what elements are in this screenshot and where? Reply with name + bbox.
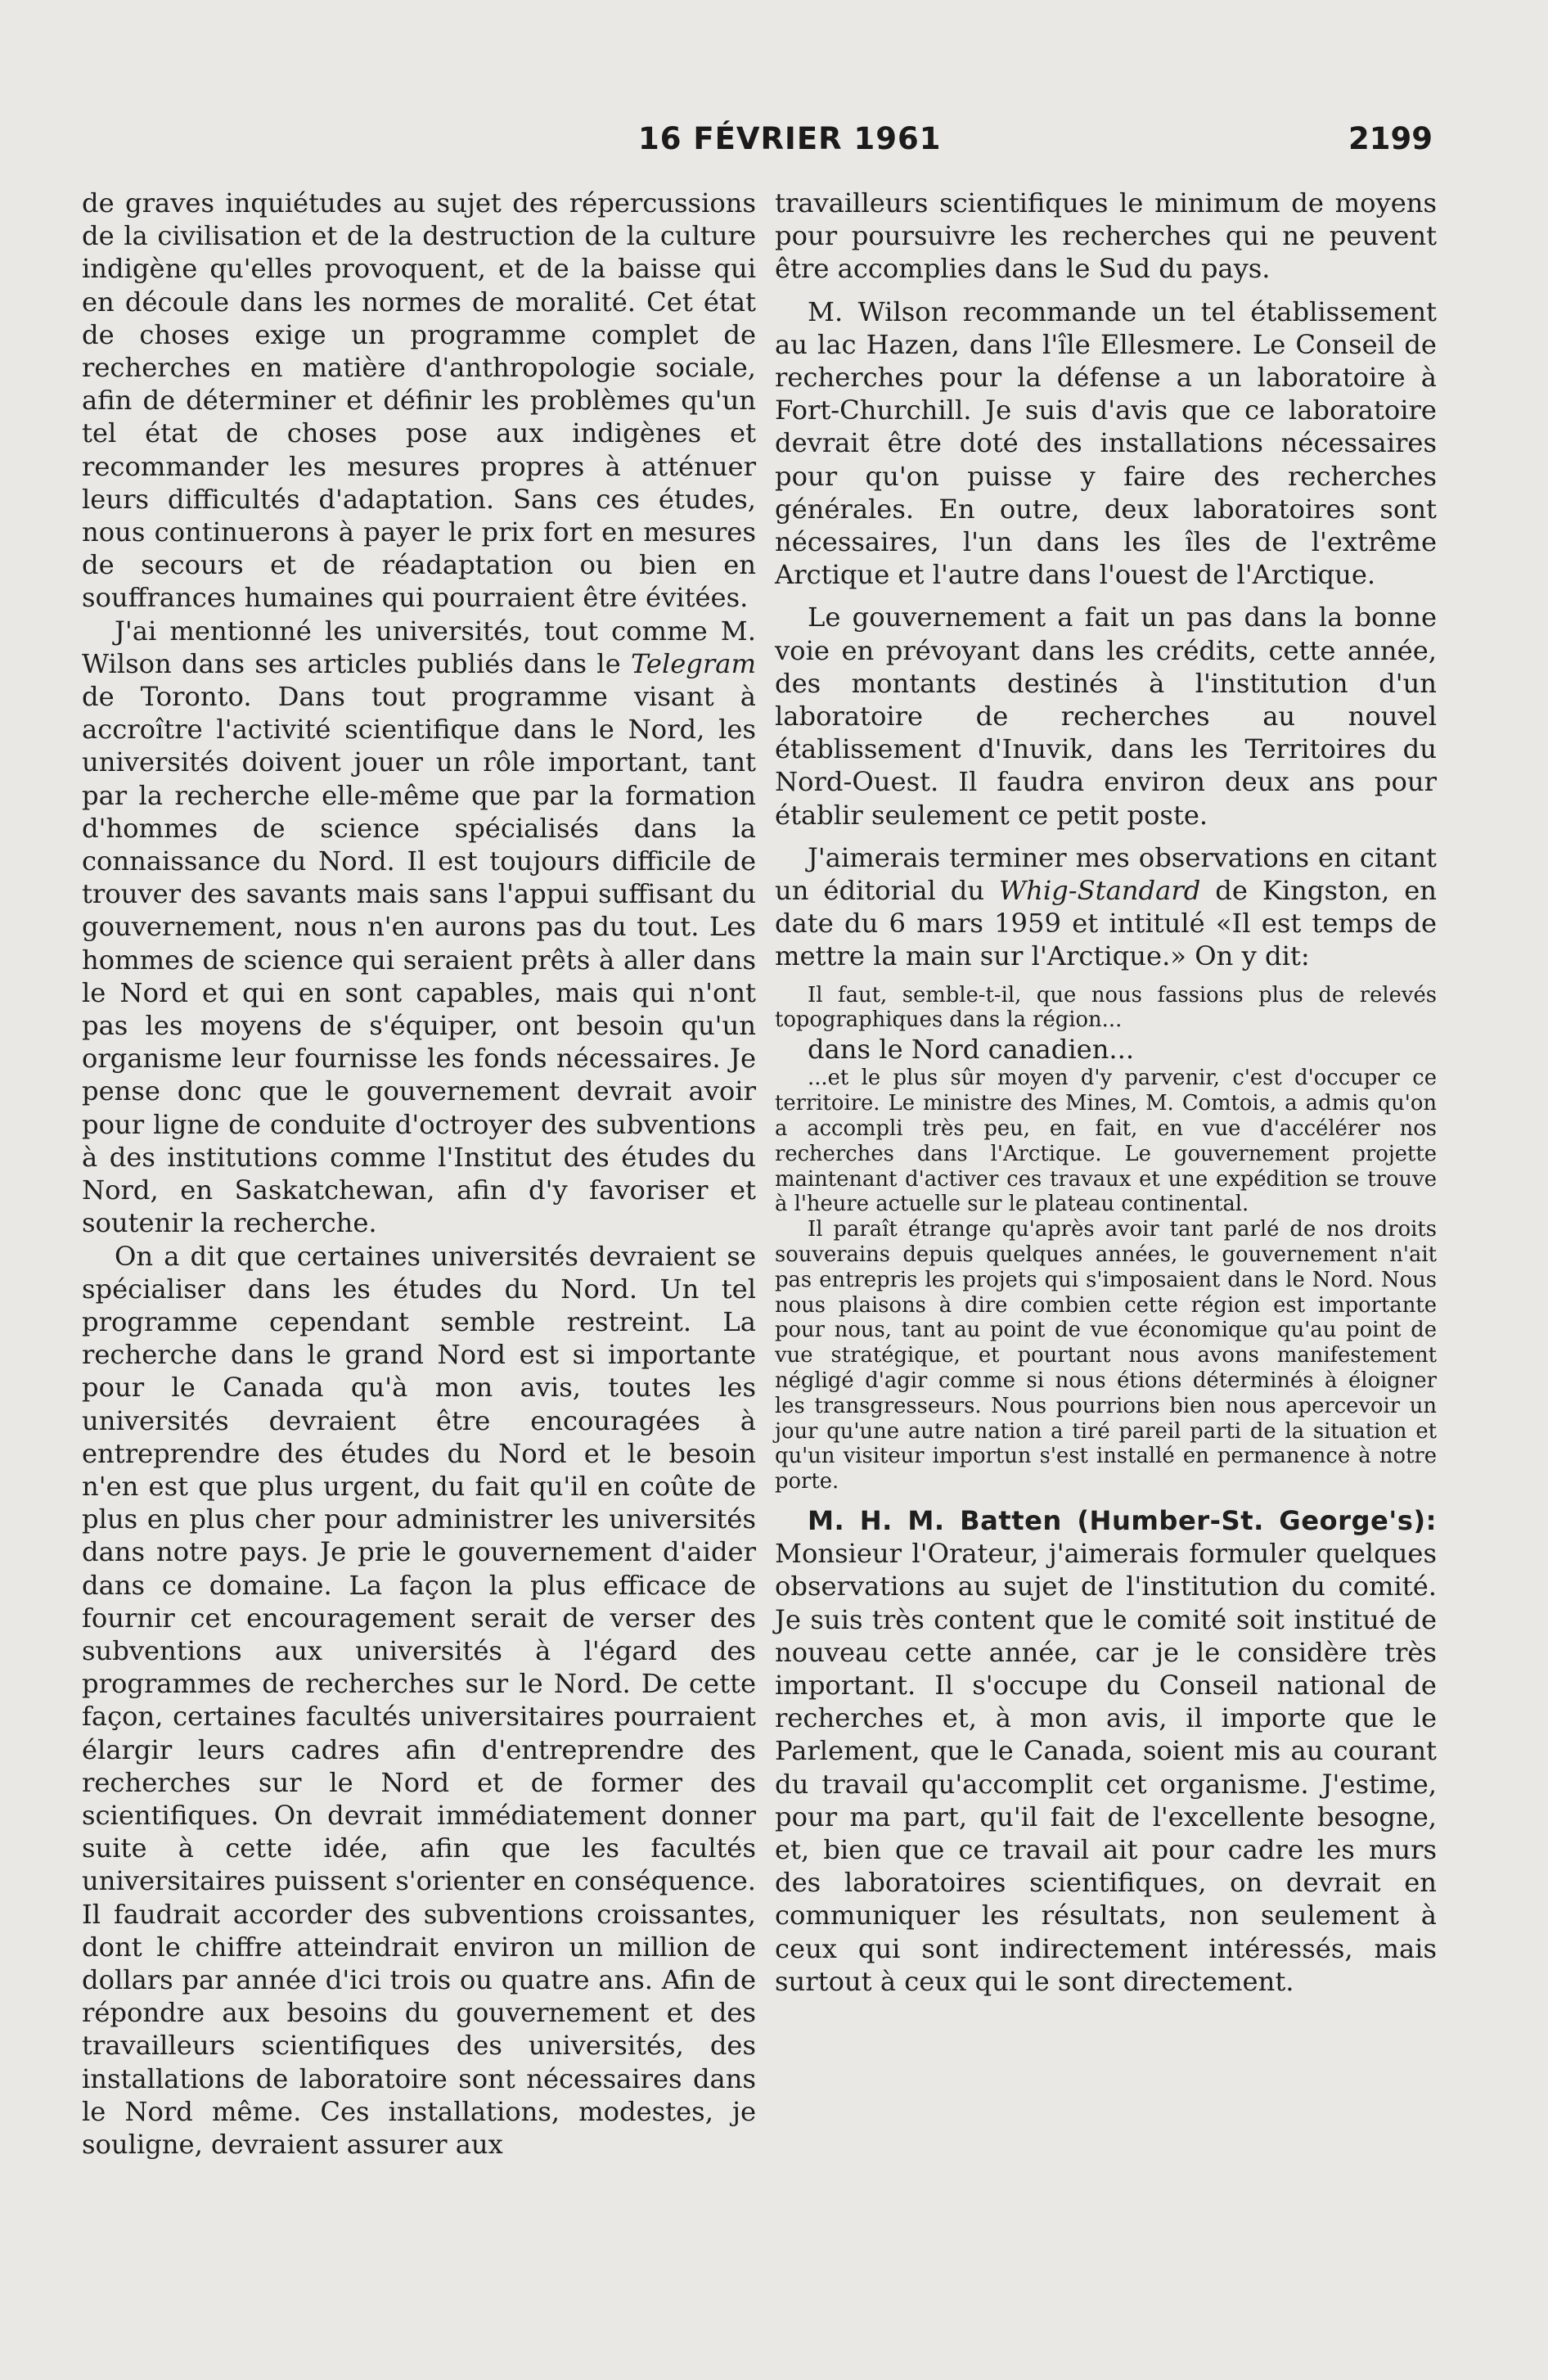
block-quote: Il faut, semble-t-il, que nous fassions plus de relevés topographiques dans la région... xyxy=(775,982,1437,1033)
paragraph xyxy=(82,615,756,1240)
paragraph xyxy=(775,841,1437,973)
block-quote: Il paraît étrange qu'après avoir tant parlé de nos droits souverains depuis quelques années, le gouvernement n'ait pas entrepris les projets qui s'imposaient dans le Nord. Nous nous plaisons à dire combien cette région est importante pour nous, tant au point de vue économique qu'au point de vue stratégique, et pourtant nous avons manifestement négligé d'agir comme si nous étions déterminés à éloigner les transgresseurs. Nous pourrions bien nous apercevoir un jour qu'une autre nation a tiré pareil parti de la situation et qu'un visiteur importun s'est installé en permanence à notre porte. xyxy=(775,1217,1437,1494)
paragraph xyxy=(775,1504,1437,1998)
interjection-line: dans le Nord canadien... xyxy=(808,1034,1135,1066)
newspaper-title: Telegram xyxy=(630,647,757,679)
paragraph: On a dit que certaines universités devraient se spécialiser dans les études du Nord. Un tel programme cependant semble restreint. La recherche dans le grand Nord est si importante pour le Canada qu'à mon avis, toutes les universités devraient être encouragées à entreprendre des études du Nord et le besoin n'en est que plus urgent, du fait qu'il en coûte de plus en plus cher pour administrer les universités dans notre pays. Je prie le gouvernement d'aider dans ce domaine. La façon la plus efficace de fournir cet encouragement serait de verser des subventions aux universités à l'égard des programmes de recherches sur le Nord. De cette façon, certaines facultés universitaires pourraient élargir leurs cadres afin d'entreprendre des recherches sur le Nord et de former des scientifiques. On devrait immédiatement donner suite à cette idée, afin que les facultés universitaires puissent s'orienter en conséquence. Il faudrait accorder des subventions croissantes, dont le chiffre atteindrait environ un million de dollars par année d'ici trois ou quatre ans. Afin de répondre aux besoins du gouvernement et des travailleurs scientifiques des universités, des installations de laboratoire sont nécessaires dans le Nord même. Ces installations, modestes, je souligne, devraient assurer aux xyxy=(82,1240,756,2160)
paragraph: travailleurs scientifiques le minimum de moyens pour poursuivre les recherches qui ne peuvent être accomplies dans le Sud du pays. xyxy=(775,187,1437,285)
paragraph-text: J'aimerais terminer mes observations en citant un éditorial du xyxy=(775,841,1437,907)
header-date: 16 FÉVRIER 1961 xyxy=(638,121,942,156)
paragraph: de graves inquiétudes au sujet des répercussions de la civilisation et de la destruction de la culture indigène qu'elles provoquent, et de la baisse qui en découle dans les normes de moralité. Cet état de choses exige un programme complet de recherches en matière d'anthropologie sociale, afin de déterminer et définir les problèmes qu'un tel état de choses pose aux indigènes et recommander les mesures propres à atténuer leurs difficultés d'adaptation. Sans ces études, nous continuerons à payer le prix fort en mesures de secours et de réadaptation ou bien en souffrances humaines qui pourraient être évitées. xyxy=(82,187,756,614)
right-column xyxy=(775,187,1437,1998)
paragraph-text: Monsieur l'Orateur, j'aimerais formuler quelques observations au sujet de l'institution du comité. Je suis très content que le comité soit institué de nouveau cette année, car je le considère très important. Il s'occupe du Conseil national de recherches et, à mon avis, il importe que le Parlement, que le Canada, soient mis au courant du travail qu'accomplit cet organisme. J'estime, pour ma part, qu'il fait de l'excellente besogne, et, bien que ce travail ait pour cadre les murs des laboratoires scientifiques, on devrait en communiquer les résultats, non seulement à ceux qui sont indirectement intéressés, mais surtout à ceux qui le sont directement. xyxy=(775,1538,1437,1997)
paragraph: M. Wilson recommande un tel établissement au lac Hazen, dans l'île Ellesmere. Le Conseil de recherches pour la défense a un laboratoire à Fort-Churchill. Je suis d'avis que ce laboratoire devrait être doté des installations nécessaires pour qu'on puisse y faire des recherches générales. En outre, deux laboratoires sont nécessaires, l'un dans les îles de l'extrême Arctique et l'autre dans l'ouest de l'Arctique. xyxy=(775,295,1437,591)
newspaper-title: Whig-Standard xyxy=(999,875,1201,907)
block-quote: ...et le plus sûr moyen d'y parvenir, c'est d'occuper ce territoire. Le ministre des Mines, M. Comtois, a admis qu'on a accompli très peu, en fait, en vue d'accélérer nos recherches dans l'Arctique. Le gouvernement projette maintenant d'activer ces travaux et une expédition se trouve à l'heure actuelle sur le plateau continental. xyxy=(775,1066,1437,1217)
left-column xyxy=(82,187,756,2161)
page-number: 2199 xyxy=(1348,121,1433,156)
paragraph: Le gouvernement a fait un pas dans la bonne voie en prévoyant dans les crédits, cette année, des montants destinés à l'institution d'un laboratoire de recherches au nouvel établissement d'Inuvik, dans les Territoires du Nord-Ouest. Il faudra environ deux ans pour établir seulement ce petit poste. xyxy=(775,602,1437,831)
paragraph-text: de Kingston, en date du 6 mars 1959 et intitulé «Il est temps de mettre la main sur l'Arctique.» On y dit: xyxy=(775,875,1438,972)
paragraph-text: J'ai mentionné les universités, tout comme M. Wilson dans ses articles publiés dans le xyxy=(82,615,756,679)
paragraph-text: de Toronto. Dans tout programme visant à accroître l'activité scientifique dans le Nord, les universités doivent jouer un rôle important, tant par la recherche elle-même que par la formation d'hommes de science spécialisés dans la connaissance du Nord. Il est toujours difficile de trouver des savants mais sans l'appui suffisant du gouvernement, nous n'en aurons pas du tout. Les hommes de science qui seraient prêts à aller dans le Nord et qui en sont capables, mais qui n'ont pas les moyens de s'équiper, ont besoin qu'un organisme leur fournisse les fonds nécessaires. Je pense donc que le gouvernement devrait avoir pour ligne de conduite d'octroyer des subventions à des institutions comme l'Institut des études du Nord, en Saskatchewan, afin d'y favoriser et soutenir la recherche. xyxy=(82,681,756,1239)
running-header xyxy=(0,121,1548,170)
speaker-name: M. H. M. Batten (Humber-St. George's): xyxy=(808,1505,1437,1537)
